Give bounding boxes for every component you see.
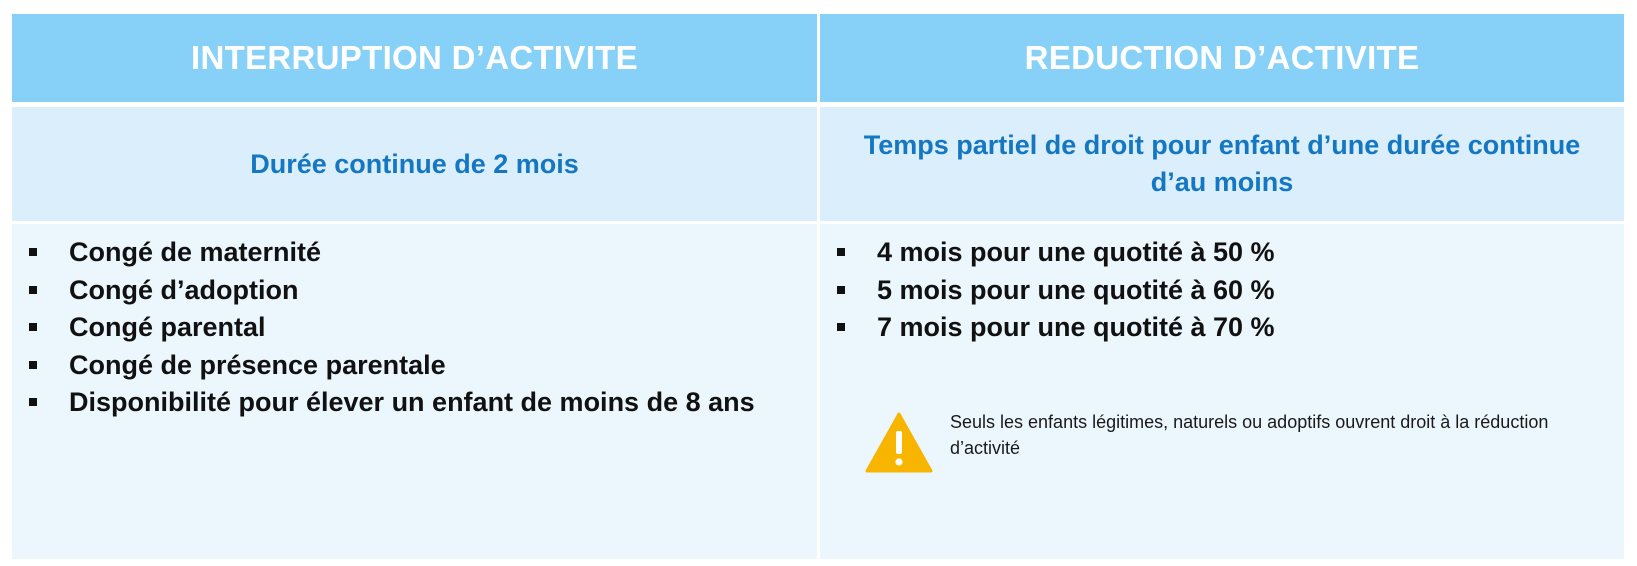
list-item-label: Congé de maternité: [69, 237, 322, 267]
list-item-label: Congé parental: [69, 312, 266, 342]
warning-icon: [865, 412, 933, 474]
list-item-label: Disponibilité pour élever un enfant de moins de 8 ans: [69, 387, 755, 417]
bullet-icon: [29, 361, 37, 369]
list-item-label: Congé de présence parentale: [69, 349, 446, 380]
subheader-reduction: [820, 107, 1624, 221]
subheader-reduction-label: Temps partiel de droit pour enfant d’une durée continue d’au moins: [863, 130, 1581, 197]
body-interruption: [12, 224, 817, 559]
reduction-list: [820, 234, 1600, 347]
list-item: [820, 309, 1600, 347]
header-interruption: [12, 14, 817, 102]
list-item-label: Congé d’adoption: [69, 274, 299, 305]
list-item: [820, 272, 1600, 310]
list-item: [12, 272, 802, 310]
warning-note: Seuls les enfants légitimes, naturels ou adoptifs ouvrent droit à la réduction d’activité: [950, 412, 1549, 458]
list-item: [12, 309, 802, 347]
bullet-icon: [29, 248, 37, 256]
list-item-label: 4 mois pour une quotité à 50 %: [877, 237, 1275, 267]
list-item-label: 5 mois pour une quotité à 60 %: [877, 274, 1275, 305]
bullet-icon: [837, 323, 845, 331]
list-item: [12, 234, 802, 272]
comparison-table: [12, 14, 1624, 559]
bullet-icon: [29, 398, 37, 406]
list-item: [820, 234, 1600, 272]
subheader-interruption: [12, 107, 817, 221]
list-item-label: 7 mois pour une quotité à 70 %: [877, 312, 1275, 342]
subheader-interruption-label: Durée continue de 2 mois: [250, 148, 579, 179]
header-reduction-label: REDUCTION D’ACTIVITE: [1024, 39, 1420, 76]
bullet-icon: [837, 286, 845, 294]
list-item: [12, 384, 802, 422]
interruption-list: [12, 234, 802, 422]
list-item: [12, 347, 802, 385]
header-reduction: [820, 14, 1624, 102]
bullet-icon: [837, 248, 845, 256]
bullet-icon: [29, 286, 37, 294]
bullet-icon: [29, 323, 37, 331]
header-interruption-label: INTERRUPTION D’ACTIVITE: [191, 39, 638, 76]
body-reduction: [820, 224, 1624, 559]
